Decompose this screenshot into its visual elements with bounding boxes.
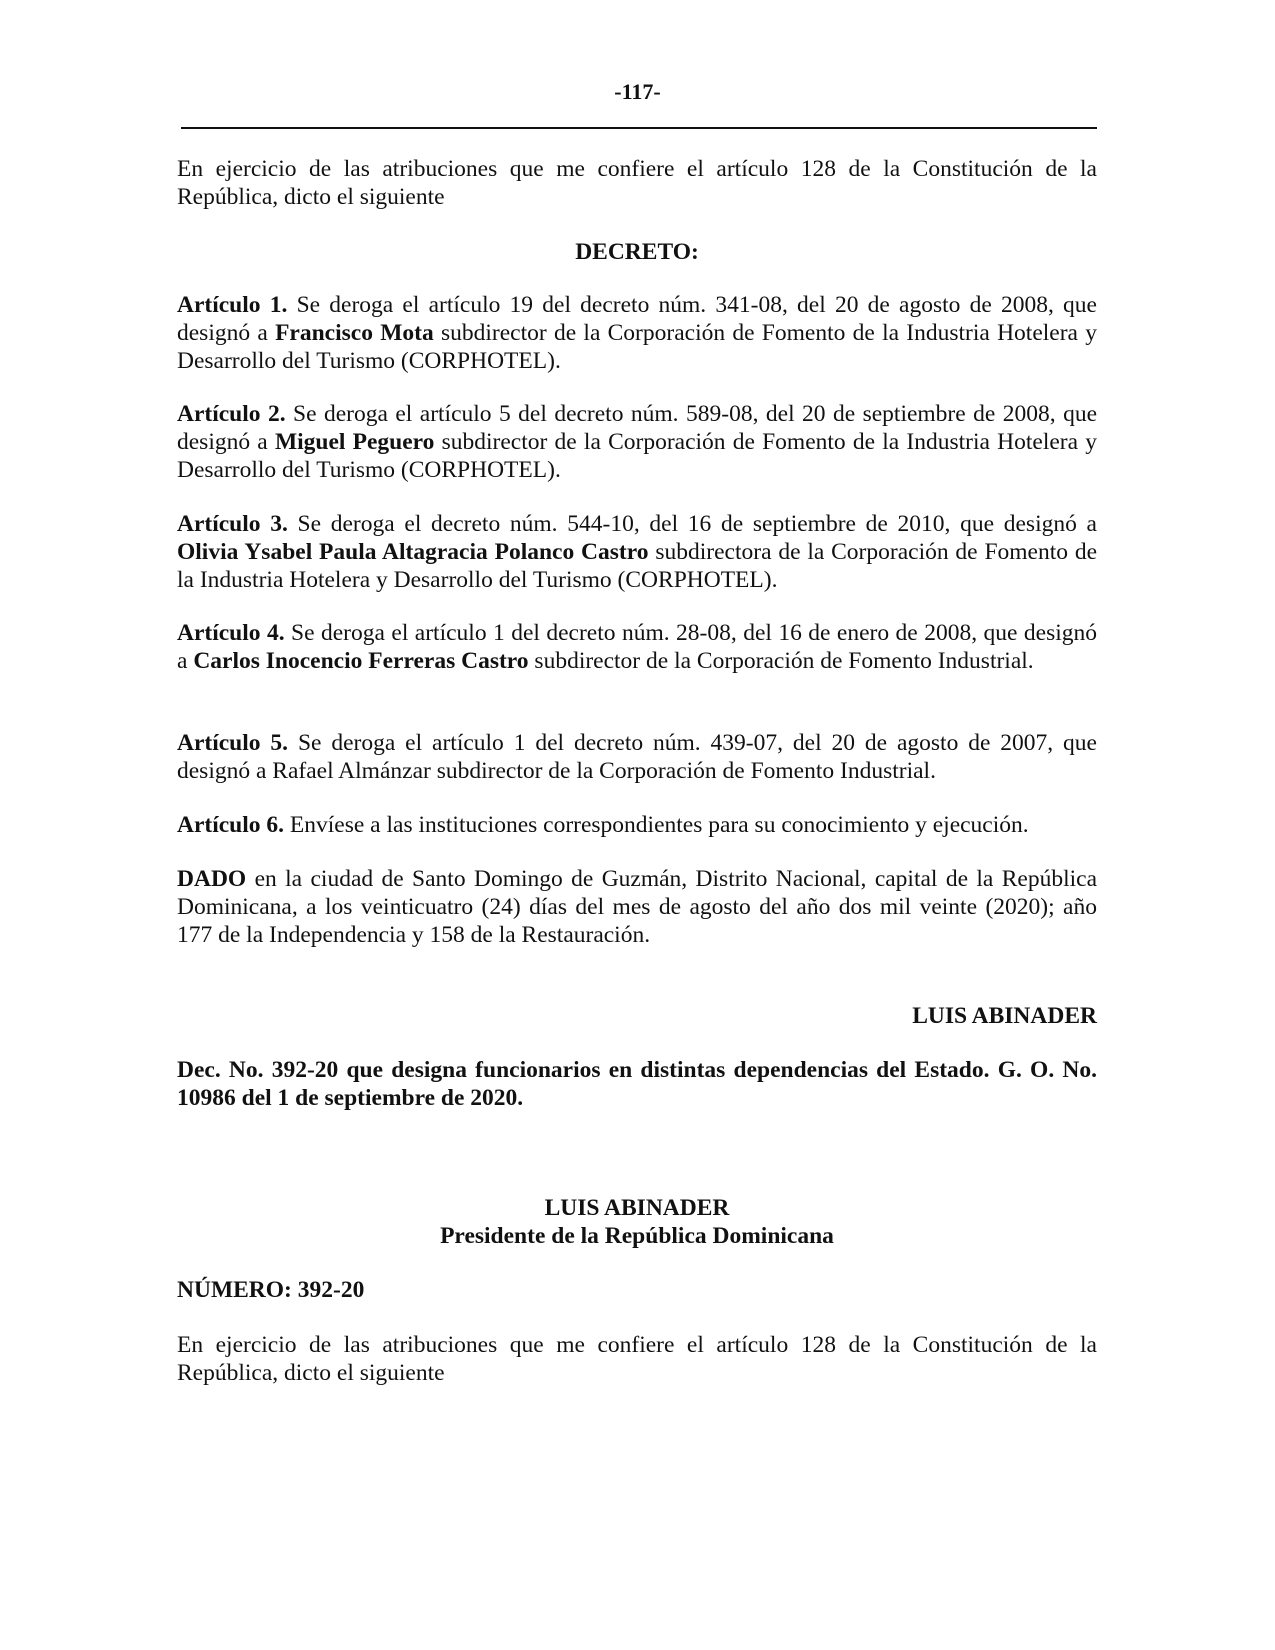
article-4: Artículo 4. Se deroga el artículo 1 del decreto núm. 28-08, del 16 de enero de 2008, que designó a Carlos Inocencio Ferreras Castro subdirector de la Corporación de Fomento Industrial. (177, 620, 1097, 674)
header-rule (181, 127, 1097, 129)
person-name: Miguel Peguero (274, 429, 435, 455)
article-label: Artículo 2. (177, 401, 286, 427)
article-label: Artículo 5. (177, 730, 289, 756)
president-title: Presidente de la República Dominicana (440, 1223, 834, 1249)
person-name: Olivia Ysabel Paula Altagracia Polanco Castro (177, 539, 649, 565)
intro-paragraph: En ejercicio de las atribuciones que me confiere el artículo 128 de la Constitución de la República, dicto el siguiente (177, 156, 1097, 210)
article-label: Artículo 1. (177, 292, 288, 318)
decree-number: NÚMERO: 392-20 (177, 1277, 365, 1303)
article-1: Artículo 1. Se deroga el artículo 19 del decreto núm. 341-08, del 20 de agosto de 2008, que designó a Francisco Mota subdirector de la Corporación de Fomento de la Industria Hotelera y Desarrollo del Turismo (CORPHOTEL). (177, 292, 1097, 374)
given-label: DADO (177, 866, 247, 892)
person-name: Carlos Inocencio Ferreras Castro (193, 648, 529, 674)
article-3: Artículo 3. Se deroga el decreto núm. 544-10, del 16 de septiembre de 2010, que designó a Olivia Ysabel Paula Altagracia Polanco Castro subdirectora de la Corporación de Fomento de la Industria Hotelera y Desarrollo del Turismo (CORPHOTEL). (177, 511, 1098, 593)
article-5: Artículo 5. Se deroga el artículo 1 del decreto núm. 439-07, del 20 de agosto de 2007, que designó a Rafael Almánzar subdirector de la Corporación de Fomento Industrial. (177, 730, 1097, 784)
decree-reference: Dec. No. 392-20 que designa funcionarios en distintas dependencias del Estado. G. O. No. 10986 del 1 de septiembre de 2020. (177, 1057, 1097, 1111)
second-intro-paragraph: En ejercicio de las atribuciones que me confiere el artículo 128 de la Constitución de la República, dicto el siguiente (177, 1332, 1097, 1386)
signature: LUIS ABINADER (912, 1003, 1097, 1029)
article-label: Artículo 6. (177, 812, 285, 838)
decree-title: DECRETO: (575, 239, 699, 265)
page-number: -117- (614, 79, 661, 104)
person-name: Francisco Mota (275, 320, 434, 346)
article-6: Artículo 6. Envíese a las instituciones correspondientes para su conocimiento y ejecución. (177, 812, 1029, 838)
article-2: Artículo 2. Se deroga el artículo 5 del decreto núm. 589-08, del 20 de septiembre de 2008, que designó a Miguel Peguero subdirector de la Corporación de Fomento de la Industria Hotelera y Desarrollo del Turismo (CORPHOTEL). (177, 401, 1097, 483)
president-name: LUIS ABINADER (544, 1195, 730, 1221)
article-label: Artículo 4. (177, 620, 285, 646)
given-paragraph: DADO en la ciudad de Santo Domingo de Guzmán, Distrito Nacional, capital de la República Dominicana, a los veinticuatro (24) días del mes de agosto del año dos mil veinte (2020); año 177 de la Independencia y 158 de la Restauración. (177, 866, 1097, 948)
article-label: Artículo 3. (177, 511, 288, 537)
